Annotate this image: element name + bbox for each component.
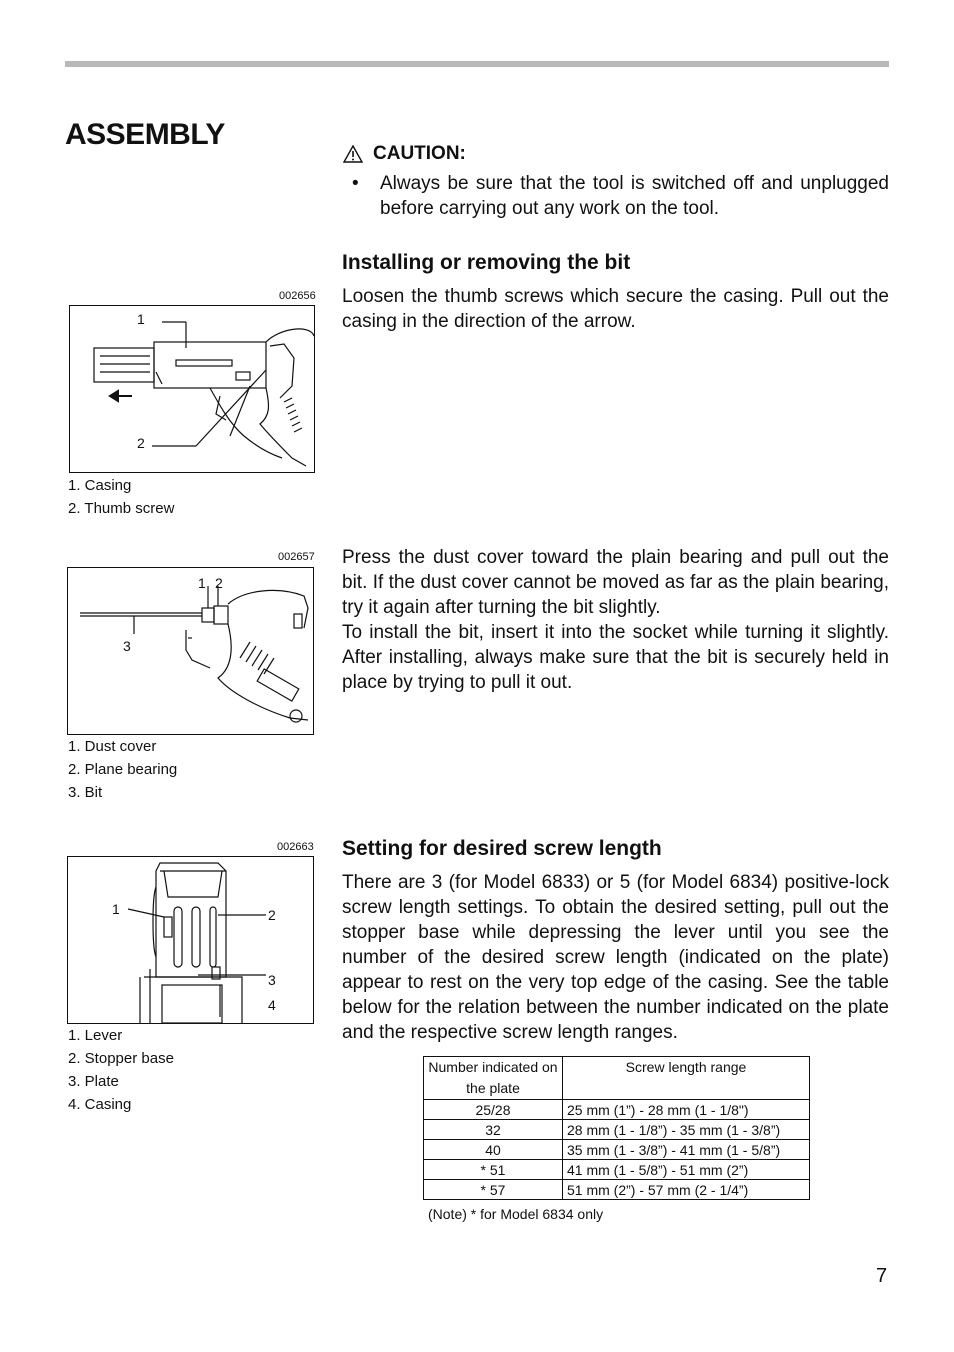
figure-2-label-1: 1: [198, 575, 206, 591]
warning-triangle-icon: [343, 145, 363, 163]
callout-lever: 1. Lever: [68, 1027, 123, 1044]
screw-length-table: [423, 1056, 810, 1200]
figure-3-label-3: 3: [268, 972, 276, 988]
casing-drawing: [70, 306, 314, 472]
table-cell-number: * 51: [424, 1160, 563, 1180]
figure-2-callouts: [68, 735, 177, 804]
installing-heading: Installing or removing the bit: [342, 251, 631, 274]
stopper-drawing: [68, 857, 313, 1023]
installing-para-1: Loosen the thumb screws which secure the casing. Pull out the casing in the direction of the arrow.: [342, 286, 889, 332]
header-rule: [65, 61, 889, 67]
table-cell-range: 25 mm (1”) - 28 mm (1 - 1/8"): [563, 1100, 810, 1120]
callout-thumb-screw: 2. Thumb screw: [68, 500, 175, 517]
table-row: [424, 1140, 810, 1160]
figure-3-code: 002663: [277, 841, 314, 853]
table-row: [424, 1160, 810, 1180]
figure-3-stopper-illustration: [67, 856, 314, 1024]
table-note: (Note) * for Model 6834 only: [428, 1206, 604, 1222]
callout-casing: 1. Casing: [68, 477, 132, 494]
table-header-number: Number indicated on the plate: [424, 1057, 563, 1100]
figure-1-callouts: [68, 474, 174, 520]
figure-2-bit-illustration: [67, 567, 314, 735]
caution-label: CAUTION:: [373, 143, 466, 164]
installing-para-3: To install the bit, insert it into the socket while turning it slightly. After installing, always make sure that the bit is securely held in place by trying to pull it out.: [342, 622, 889, 693]
table-header-range: Screw length range: [563, 1057, 810, 1100]
table-row: [424, 1100, 810, 1120]
caution-text: Always be sure that the tool is switched off and unplugged before carrying out any work on the tool.: [380, 173, 889, 219]
screw-length-para: There are 3 (for Model 6833) or 5 (for Model 6834) positive-lock screw length settings. To obtain the desired setting, pull out the stopper base while depressing the lever until you see the number of the desired screw length (indicated on the plate) appear to rest on the very top edge of the casing. See the table below for the relation between the number indicated on the plate and the respective screw length ranges.: [342, 872, 889, 1043]
screw-length-heading: Setting for desired screw length: [342, 837, 662, 860]
table-cell-number: 40: [424, 1140, 563, 1160]
bit-drawing: [68, 568, 313, 734]
installing-para-2: Press the dust cover toward the plain bearing and pull out the bit. If the dust cover cannot be moved as far as the plain bearing, try it again after turning the bit slightly.: [342, 547, 889, 618]
table-header-row: [424, 1057, 810, 1100]
callout-plane-bearing: 2. Plane bearing: [68, 761, 178, 778]
table-cell-range: 51 mm (2”) - 57 mm (2 - 1/4”): [563, 1180, 810, 1200]
figure-2-label-2: 2: [215, 575, 223, 591]
figure-3-label-2: 2: [268, 907, 276, 923]
section-title: ASSEMBLY: [65, 118, 225, 151]
table-cell-number: 32: [424, 1120, 563, 1140]
caution-bullet: [352, 171, 889, 221]
table-cell-range: 41 mm (1 - 5/8”) - 51 mm (2”): [563, 1160, 810, 1180]
caution-heading: [343, 143, 466, 165]
figure-1-label-1: 1: [137, 311, 145, 327]
callout-bit: 3. Bit: [68, 784, 103, 801]
figure-1-code: 002656: [279, 290, 316, 302]
figure-2-label-3: 3: [123, 638, 131, 654]
callout-dust-cover: 1. Dust cover: [68, 738, 157, 755]
figure-1-casing-illustration: [69, 305, 315, 473]
table-cell-number: * 57: [424, 1180, 563, 1200]
table-cell-range: 35 mm (1 - 3/8”) - 41 mm (1 - 5/8”): [563, 1140, 810, 1160]
table-cell-range: 28 mm (1 - 1/8”) - 35 mm (1 - 3/8”): [563, 1120, 810, 1140]
table-row: [424, 1120, 810, 1140]
figure-3-callouts: [68, 1024, 174, 1116]
table-cell-number: 25/28: [424, 1100, 563, 1120]
callout-stopper-base: 2. Stopper base: [68, 1050, 174, 1067]
figure-2-code: 002657: [278, 551, 315, 563]
figure-3-label-1: 1: [112, 901, 120, 917]
table-row: [424, 1180, 810, 1200]
callout-plate: 3. Plate: [68, 1073, 119, 1090]
bullet-dot: •: [352, 173, 359, 194]
figure-1-label-2: 2: [137, 435, 145, 451]
figure-3-label-4: 4: [268, 997, 276, 1013]
page-number: 7: [876, 1265, 888, 1287]
callout-casing-2: 4. Casing: [68, 1096, 132, 1113]
